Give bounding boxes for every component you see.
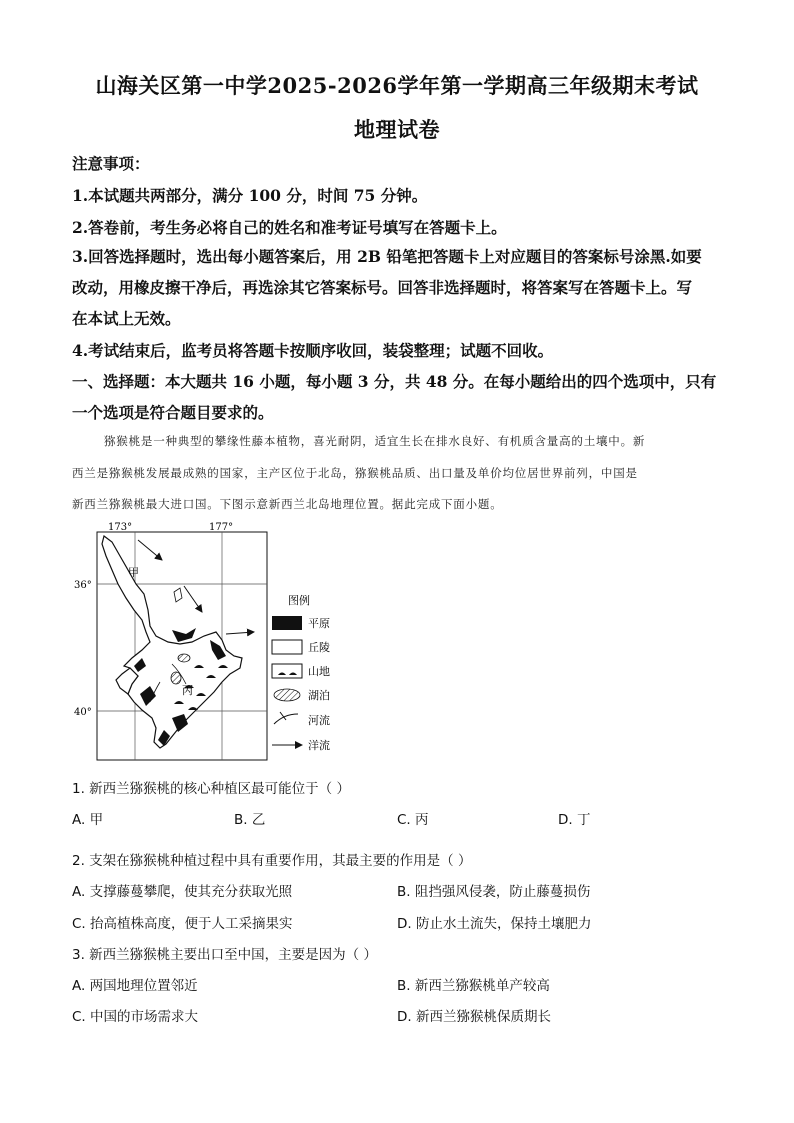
legend-current: 洋流: [308, 739, 330, 752]
question-1-option-b[interactable]: B. 乙: [234, 812, 266, 828]
island-outline: [102, 536, 242, 748]
longitude-label-right: 177°: [209, 522, 234, 533]
latitude-label-top: 36°: [74, 580, 92, 591]
passage-line-3: 新西兰猕猴桃最大进口国。下图示意新西兰北岛地理位置。据此完成下面小题。: [72, 497, 503, 511]
question-1-option-d[interactable]: D. 丁: [558, 812, 591, 828]
passage-line-1: 猕猴桃是一种典型的攀缘性藤本植物，喜光耐阴，适宜生长在排水良好、有机质含量高的土壤中。新: [104, 434, 646, 448]
legend-lake-swatch: [274, 689, 300, 701]
question-2-option-a[interactable]: A. 支撑藤蔓攀爬，使其充分获取光照: [72, 884, 293, 900]
plain-area-north: [172, 628, 196, 642]
notice-heading: 注意事项：: [72, 154, 150, 173]
question-3-option-a[interactable]: A. 两国地理位置邻近: [72, 978, 198, 994]
notice-item-4: 4.考试结束后，监考员将答题卡按顺序收回，装袋整理；试题不回收。: [72, 341, 554, 360]
latitude-label-bottom: 40°: [74, 707, 92, 718]
legend-hill-swatch: [272, 640, 302, 654]
north-island-map: [76, 518, 356, 768]
question-2-stem: 2. 支架在猕猴桃种植过程中具有重要作用，其最主要的作用是（ ）: [72, 853, 472, 869]
notice-item-3-line-3: 在本试上无效。: [72, 309, 181, 328]
exam-title: 山海关区第一中学2025-2026学年第一学期高三年级期末考试: [95, 73, 699, 98]
legend-lake: 湖泊: [308, 689, 330, 702]
question-3-stem: 3. 新西兰猕猴桃主要出口至中国，主要是因为（ ）: [72, 947, 377, 963]
legend-plain-swatch: [272, 616, 302, 630]
legend-river: 河流: [308, 714, 330, 727]
question-1-option-c[interactable]: C. 丙: [397, 812, 429, 828]
notice-item-3-line-2: 改动，用橡皮擦干净后，再选涂其它答案标号。回答非选择题时，将答案写在答题卡上。写: [72, 278, 693, 297]
legend-mountain-swatch: [272, 664, 302, 678]
notice-item-3-line-1: 3.回答选择题时，选出每小题答案后，用 2B 铅笔把答题卡上对应题目的答案标号涂黑.如要: [72, 247, 702, 266]
question-3-option-c[interactable]: C. 中国的市场需求大: [72, 1009, 199, 1025]
section-instructions-line-1: 一、选择题：本大题共 16 小题，每小题 3 分，共 48 分。在每小题给出的四个选项中，只有: [72, 372, 717, 391]
legend-river-icon: [274, 712, 298, 724]
current-arrow-northwest: [138, 540, 162, 560]
notice-item-1: 1.本试题共两部分，满分 100 分，时间 75 分钟。: [72, 186, 428, 205]
current-arrow-northeast: [184, 586, 202, 612]
label-bing: 丙: [182, 684, 193, 697]
legend-mountain: 山地: [308, 665, 330, 678]
lake-taupo: [171, 672, 181, 684]
question-2-option-c[interactable]: C. 抬高植株高度，便于人工采摘果实: [72, 916, 293, 932]
notice-item-2: 2.答卷前，考生务必将自己的姓名和准考证号填写在答题卡上。: [72, 218, 507, 237]
longitude-label-left: 173°: [108, 522, 133, 533]
lake-north: [178, 654, 190, 662]
question-2-option-d[interactable]: D. 防止水土流失，保持土壤肥力: [397, 916, 592, 932]
exam-subject: 地理试卷: [354, 117, 440, 142]
section-instructions-line-2: 一个选项是符合题目要求的。: [72, 403, 274, 422]
label-jia: 甲: [128, 566, 139, 579]
question-1-option-a[interactable]: A. 甲: [72, 812, 104, 828]
question-3-option-d[interactable]: D. 新西兰猕猴桃保质期长: [397, 1009, 551, 1025]
question-3-option-b[interactable]: B. 新西兰猕猴桃单产较高: [397, 978, 550, 994]
question-1-stem: 1. 新西兰猕猴桃的核心种植区最可能位于（ ）: [72, 781, 350, 797]
passage-line-2: 西兰是猕猴桃发展最成熟的国家，主产区位于北岛，猕猴桃品质、出口量及单价均位居世界前列，中国是: [72, 466, 638, 480]
current-arrow-east: [226, 632, 254, 634]
legend-plain: 平原: [308, 617, 330, 630]
legend-title: 图例: [288, 594, 310, 607]
legend-hill: 丘陵: [308, 641, 330, 654]
offshore-island: [174, 588, 182, 602]
question-2-option-b[interactable]: B. 阻挡强风侵袭，防止藤蔓损伤: [397, 884, 591, 900]
